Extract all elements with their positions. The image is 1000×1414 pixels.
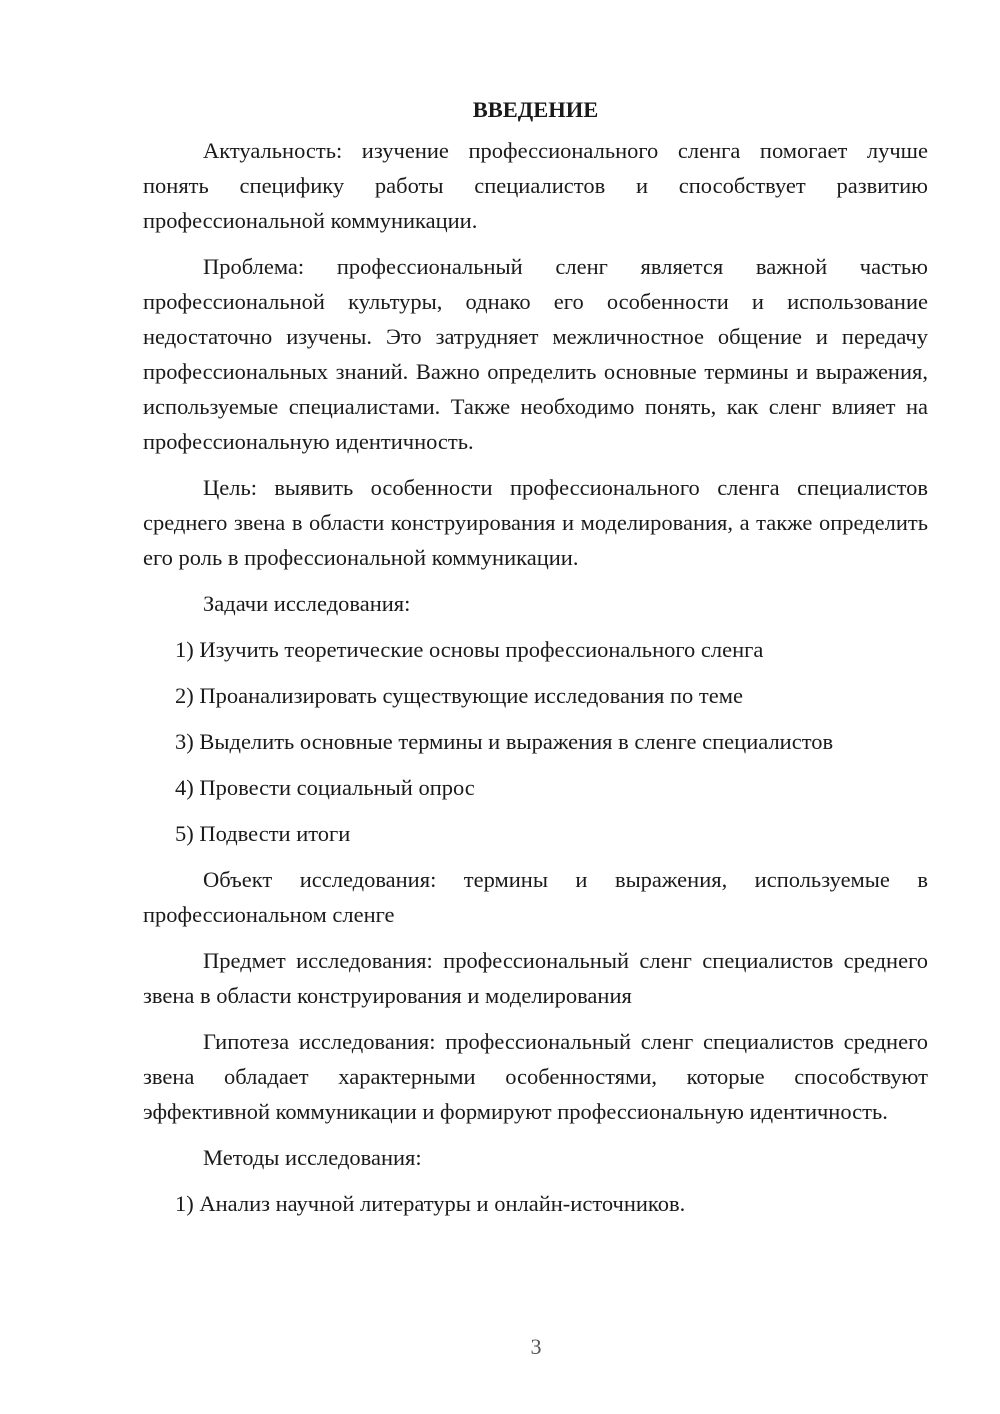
hypothesis-paragraph: Гипотеза исследования: профессиональный сленг специалистов среднего звена обладает характерными особенностями, которые способствуют эффективной коммуникации и формируют профессиональную идентичность. (143, 1029, 928, 1124)
list-item: 2) Проанализировать существующие исследования по теме (175, 683, 743, 708)
tasks-list (143, 632, 928, 851)
methods-label: Методы исследования: (203, 1145, 422, 1170)
object-paragraph: Объект исследования: термины и выражения, используемые в профессиональном сленге (143, 867, 928, 927)
list-item: 5) Подвести итоги (175, 821, 351, 846)
goal-paragraph: Цель: выявить особенности профессионального сленга специалистов среднего звена в области конструирования и моделирования, а также определить его роль в профессиональной коммуникации. (143, 475, 928, 570)
methods-list (143, 1186, 928, 1221)
list-item: 3) Выделить основные термины и выражения в сленге специалистов (175, 729, 834, 754)
subject-paragraph: Предмет исследования: профессиональный сленг специалистов среднего звена в области конструирования и моделирования (143, 948, 928, 1008)
tasks-label: Задачи исследования: (203, 591, 411, 616)
relevance-paragraph: Актуальность: изучение профессионального сленга помогает лучше понять специфику работы специалистов и способствует развитию профессиональной коммуникации. (143, 138, 928, 233)
list-item: 4) Провести социальный опрос (175, 775, 475, 800)
list-item: 1) Анализ научной литературы и онлайн-источников. (175, 1191, 686, 1216)
page-number: 3 (530, 1334, 542, 1359)
section-heading: ВВЕДЕНИЕ (472, 97, 599, 122)
list-item: 1) Изучить теоретические основы профессионального сленга (175, 637, 764, 662)
document-page (143, 92, 928, 1232)
problem-paragraph: Проблема: профессиональный сленг является важной частью профессиональной культуры, однако его особенности и использование недостаточно изучены. Это затрудняет межличностное общение и передачу профессиональных знаний. Важно определить основные термины и выражения, используемые специалистами. Также необходимо понять, как сленг влияет на профессиональную идентичность. (143, 254, 928, 454)
